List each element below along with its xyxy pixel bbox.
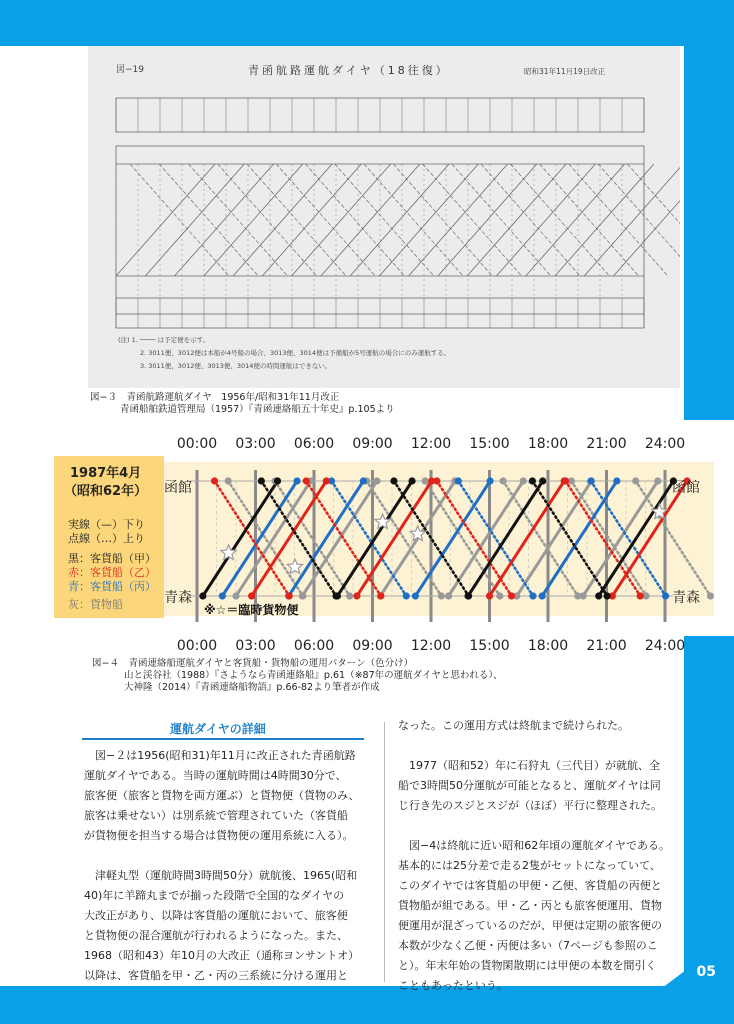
scan-run: [350, 164, 449, 276]
scan-fig-label: 図−19: [116, 65, 144, 75]
left-para-line: 図−２は1956(昭和31)年11月に改正された青函航路: [84, 749, 356, 762]
arrival-dot: [346, 592, 353, 599]
departure-dot: [632, 477, 639, 484]
departure-dot: [303, 477, 310, 484]
scan-run: [262, 164, 361, 276]
arrival-dot: [574, 592, 581, 599]
arrival-dot: [496, 592, 503, 599]
column-divider: [384, 722, 385, 982]
scan-run: [481, 164, 580, 276]
fig4-label: 図−４: [92, 658, 119, 669]
x-tick-label-bottom: 00:00: [176, 638, 218, 654]
station-hakodate-right: 函館: [672, 480, 700, 496]
scan-run: [364, 164, 463, 276]
departure-dot: [433, 477, 440, 484]
arrival-dot: [529, 592, 536, 599]
x-tick-label-top: 12:00: [410, 436, 452, 452]
left-para-line: 旅客便（旅客と貨物を両方運ぶ）と貨物便（貨物のみ、: [84, 789, 360, 802]
right-para-line: 図−4は終航に近い昭和62年頃の運航ダイヤである。: [398, 839, 670, 852]
arrival-dot: [465, 592, 472, 599]
left-para-line: 大改正があり、以降は客貨船の運航において、旅客便: [84, 909, 348, 922]
departure-dot: [539, 592, 546, 599]
x-tick-label-bottom: 21:00: [586, 638, 627, 654]
right-para-line: 1977（昭和52）年に石狩丸（三代目）が就航、全: [398, 759, 660, 772]
x-ticks-bottom: [177, 638, 685, 654]
scan-run: [306, 164, 405, 276]
arrival-dot: [520, 477, 527, 484]
legend-solid: 実線（—）下り: [68, 518, 145, 531]
scan-run: [130, 164, 229, 276]
station-aomori-left: 青森: [164, 590, 192, 606]
arrival-dot: [286, 592, 293, 599]
left-para-line: と貨物便の混合運航が行われるようになった。また、: [84, 929, 348, 942]
departure-dot: [232, 592, 239, 599]
right-para-line: 貨物船が組である。甲・乙・丙とも旅客便運用、貨物: [398, 899, 662, 912]
departure-dot: [248, 592, 255, 599]
departure-dot: [455, 477, 462, 484]
scan-run: [379, 164, 478, 276]
station-hakodate-left: 函館: [164, 480, 192, 496]
right-column: [398, 716, 670, 996]
scan-run: [321, 164, 420, 276]
legend-year: 1987年4月: [70, 466, 142, 481]
right-para-line: 船で3時間50分運航が可能となると、運航ダイヤは同: [398, 779, 661, 792]
departure-dot: [199, 592, 206, 599]
fig4-line2: 山と渓谷社（1988）『さようなら青函連絡船』p.61（※87年の運航ダイヤと思われる）、: [124, 670, 503, 681]
arrival-dot: [707, 592, 714, 599]
departure-dot: [390, 477, 397, 484]
scanned-diagram-lines: [88, 46, 680, 388]
scan-run: [159, 164, 258, 276]
departure-dot: [562, 477, 569, 484]
departure-dot: [258, 477, 265, 484]
fig4-caption: [92, 658, 503, 694]
fig4-line3: 大神隆（2014）『青函連絡船物語』p.66-82より筆者が作成: [124, 682, 380, 693]
scan-run: [393, 164, 492, 276]
legend-blue: 青：客貨船（丙）: [68, 580, 156, 593]
scan-run: [438, 164, 537, 276]
departure-dot: [211, 477, 218, 484]
arrival-dot: [323, 477, 330, 484]
legend-black: 黒：客貨船（甲）: [68, 552, 156, 565]
x-tick-label-bottom: 24:00: [644, 638, 686, 654]
scan-note-1: (注) 1. ──── は予定便を示す。: [118, 336, 210, 344]
fig3-label: 図−３: [90, 392, 117, 403]
scan-run: [627, 164, 680, 276]
departure-dot: [412, 592, 419, 599]
x-tick-label-bottom: 06:00: [293, 638, 335, 654]
scan-run: [218, 164, 317, 276]
legend-era: （昭和62年）: [64, 484, 148, 499]
left-para-line: 運航ダイヤである。当時の運航時間は4時間30分で、: [84, 769, 347, 782]
scan-run: [335, 164, 434, 276]
scan-run: [452, 164, 551, 276]
arrival-dot: [662, 592, 669, 599]
arrival-dot: [293, 477, 300, 484]
left-para-line: 津軽丸型（運航時間3時間50分）就航後、1965(昭和: [84, 869, 358, 882]
scan-run: [175, 164, 274, 276]
right-para-line: [398, 816, 670, 836]
x-tick-label-top: 18:00: [527, 436, 569, 452]
scan-run: [423, 164, 522, 276]
right-para-line: 基本的には25分差で走る2隻がセットになっていて、: [398, 859, 661, 872]
arrival-dot: [332, 592, 339, 599]
legend-dotted: 点線（…）上り: [68, 532, 145, 545]
fig3-caption: [90, 392, 395, 416]
departure-dot: [486, 592, 493, 599]
arrival-dot: [403, 592, 410, 599]
x-tick-label-top: 24:00: [644, 436, 686, 452]
scan-run: [510, 164, 609, 276]
arrival-dot: [508, 592, 515, 599]
departure-dot: [587, 477, 594, 484]
departure-dot: [595, 592, 602, 599]
arrival-dot: [654, 477, 661, 484]
arrival-dot: [438, 592, 445, 599]
left-para-line: 1968（昭和43）年10月の大改正（通称ヨンサントオ）: [84, 949, 360, 962]
scan-date: 昭和31年11月19日改正: [524, 67, 606, 76]
departure-dot: [219, 592, 226, 599]
scan-lines: [116, 98, 680, 328]
x-tick-label-bottom: 18:00: [527, 638, 569, 654]
left-para-line: 40)年に羊蹄丸までが揃った段階で全国的なダイヤの: [84, 889, 345, 902]
top-band: [0, 0, 734, 46]
right-para-line: 便運用が混ざっているのだが、甲便は定期の旅客便の: [398, 919, 662, 932]
scan-run: [247, 164, 346, 276]
section-title-underline: [82, 738, 364, 740]
x-tick-label-top: 09:00: [352, 436, 393, 452]
scan-run: [555, 164, 654, 276]
departure-dot: [353, 592, 360, 599]
scan-run: [526, 164, 625, 276]
x-tick-label-bottom: 12:00: [410, 638, 452, 654]
arrival-dot: [637, 592, 644, 599]
arrival-dot: [408, 477, 415, 484]
x-ticks-top: [177, 436, 685, 452]
scan-run: [204, 164, 303, 276]
x-tick-label-bottom: 09:00: [352, 638, 393, 654]
x-tick-label-top: 06:00: [293, 436, 335, 452]
right-band-upper: [684, 0, 734, 420]
left-para-line: が貨物便を担当する場合は貨物便の運用系統に入る）。: [84, 829, 354, 842]
departure-dot: [529, 477, 536, 484]
x-tick-label-top: 21:00: [586, 436, 627, 452]
arrival-dot: [613, 477, 620, 484]
left-para-line: 以降は、客貨船を甲・乙・丙の三系統に分ける運用と: [84, 969, 348, 982]
right-para-line: [398, 736, 670, 756]
scan-note-3: 3. 3011便、3012便、3013便、3014便の時間運航はできない。: [140, 362, 332, 370]
arrival-dot: [373, 477, 380, 484]
scan-run: [496, 164, 595, 276]
arrival-dot: [486, 477, 493, 484]
x-tick-label-top: 00:00: [176, 436, 218, 452]
right-para-line: なった。この運用方式は終航まで続けられた。: [398, 719, 629, 732]
page-number: 05: [696, 964, 716, 980]
special-run-note: ※☆＝臨時貨物便: [204, 603, 299, 617]
left-column: [84, 746, 360, 986]
right-para-line: じ行き先のスジとスジが（ほぼ）平行に整理された。: [398, 799, 662, 812]
arrival-dot: [603, 592, 610, 599]
scan-note-2: 2. 3011便、3012便は本船が4号船の場合、3013便、3014便は予備船が5号運航の場合にのみ運航する。: [140, 349, 451, 357]
scan-run: [467, 164, 566, 276]
departure-dot: [422, 477, 429, 484]
departure-dot: [445, 592, 452, 599]
fig4-line1: 青函連絡船運航ダイヤと客貨船・貨物船の運用パターン（色分け）: [128, 658, 414, 669]
fig3-line1: 青函航路運航ダイヤ 1956年/昭和31年11月改正: [126, 392, 340, 403]
legend-gray: 灰：貨物船: [68, 598, 123, 611]
scan-run: [116, 164, 215, 276]
scan-run: [292, 164, 391, 276]
right-para-line: と）。年末年始の貨物閑散期には甲便の本数を間引く: [398, 959, 657, 972]
arrival-dot: [274, 477, 281, 484]
arrival-dot: [377, 592, 384, 599]
fig3-line2: 青函船舶鉄道管理局（1957）『青函連絡船五十年史』p.105より: [120, 404, 395, 415]
x-tick-label-bottom: 15:00: [469, 638, 510, 654]
departure-dot: [225, 477, 232, 484]
x-tick-label-top: 15:00: [469, 436, 510, 452]
arrival-dot: [299, 592, 306, 599]
scan-run: [276, 164, 375, 276]
departure-dot: [500, 477, 507, 484]
arrival-dot: [360, 477, 367, 484]
scanned-diagram: [88, 46, 680, 388]
x-tick-label-bottom: 03:00: [235, 638, 276, 654]
scan-run: [540, 164, 639, 276]
scan-run: [409, 164, 508, 276]
scan-title: 青函航路運航ダイヤ（18往復）: [248, 64, 450, 77]
right-para-line: このダイヤでは客貨船の甲便・乙便、客貨船の丙便と: [398, 879, 662, 892]
right-para-line: こともあったという。: [398, 979, 508, 992]
left-para-line: [84, 846, 360, 866]
arrival-dot: [539, 477, 546, 484]
section-title: 運航ダイヤの詳細: [170, 722, 266, 736]
left-para-line: 旅客は乗せない）は別系統で管理されていた（客貨船: [84, 809, 348, 822]
scan-run: [189, 164, 288, 276]
x-tick-label-top: 03:00: [235, 436, 276, 452]
right-para-line: 本数が少なく乙便・丙便は多い（7ページも参照のこ: [398, 939, 658, 952]
scan-run: [584, 164, 680, 276]
scan-run: [569, 164, 668, 276]
legend-red: 赤：客貨船（乙）: [68, 566, 156, 579]
station-aomori-right: 青森: [672, 590, 700, 606]
